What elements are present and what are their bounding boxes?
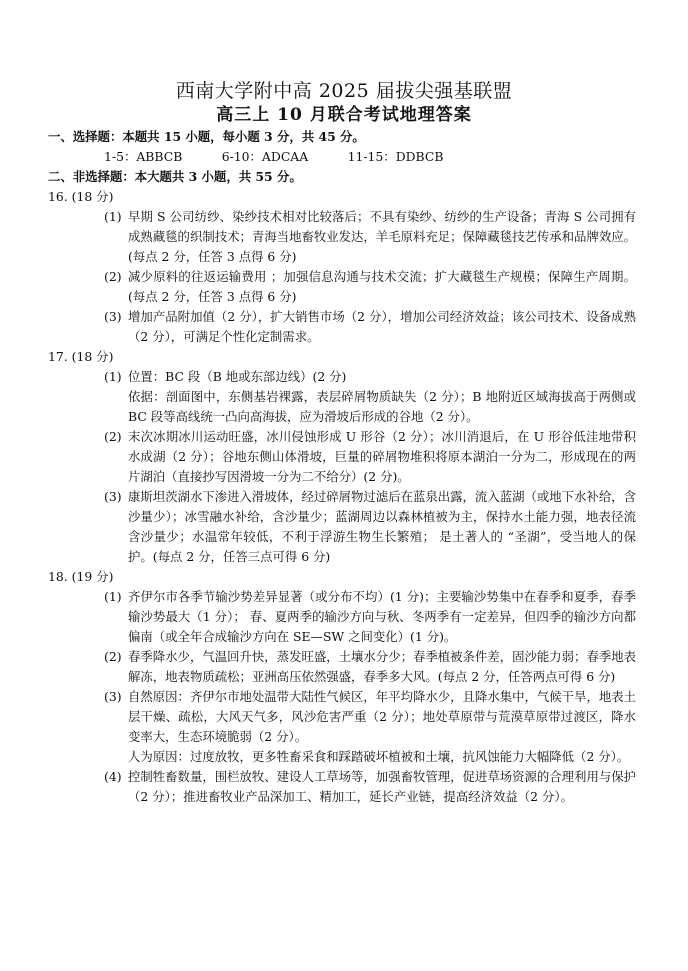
item-text: 早期 S 公司纺纱、染纱技术相对比较落后；不具有染纱、纺纱的生产设备；青海 S 公司拥有成熟藏毯的织制技术；青海当地畜牧业发达，羊毛原料充足；保障藏毯技艺传承和品牌效应。(每点 2 分，任答 3 点得 6 分) bbox=[128, 209, 637, 264]
section-choice-heading: 一、选择题：本题共 15 小题，每小题 3 分，共 45 分。 bbox=[48, 129, 365, 144]
item-text: 控制牲畜数量，围栏放牧、建设人工草场等，加强畜牧管理，促进草场资源的合理利用与保护（2 分）；推进畜牧业产品深加工、精加工，延长产业链，提高经济效益（2 分）。 bbox=[128, 769, 637, 804]
question-17-item-1-basis: 依据：剖面图中，东侧基岩裸露，表层碎屑物质缺失（2 分）；B 地附近区域海拔高于两侧或 BC 段等高线统一凸向高海拔，应为滑坡后形成的谷地（2 分）。 bbox=[128, 389, 636, 424]
question-18-label: 18. (19 分) bbox=[48, 569, 114, 584]
question-17-label: 17. (18 分) bbox=[48, 349, 114, 364]
item-number: (4) bbox=[104, 769, 122, 784]
item-number: (3) bbox=[104, 689, 122, 704]
item-text: 位置：BC 段（B 地或东部边线）(2 分) bbox=[128, 369, 347, 384]
item-text: 康斯坦茨湖水下渗进入滑坡体，经过碎屑物过滤后在蓝泉出露，流入蓝湖（或地下水补给，含沙量少）；冰雪融水补给，含沙量少；蓝湖周边以森林植被为主，保持水土能力强，地表径流含沙量少；水温常年较低，不利于浮游生物生长繁殖； 是土著人的 “圣湖”，受当地人的保护。(每点 2 分，任答三点可得 6 分) bbox=[128, 489, 637, 564]
question-18-item-1 bbox=[104, 587, 636, 647]
item-text: 齐伊尔市各季节输沙势差异显著（或分布不均）(1 分)；主要输沙势集中在春季和夏季，春季输沙势最大（1 分）； 春、夏两季的输沙方向与秋、冬两季有一定差异，但四季的输沙方向都偏南（或全年合成输沙方向在 SE—SW 之间变化）(1 分)。 bbox=[128, 589, 636, 644]
question-16-item-1 bbox=[104, 207, 636, 267]
answer-body bbox=[48, 127, 637, 807]
item-text: 增加产品附加值（2 分），扩大销售市场（2 分），增加公司经济效益；该公司技术、设备成熟（2 分），可满足个性化定制需求。 bbox=[128, 309, 636, 344]
document-title: 西南大学附中高 2025 届拔尖强基联盟 bbox=[175, 80, 513, 102]
item-number: (3) bbox=[104, 489, 122, 504]
item-number: (1) bbox=[104, 589, 122, 604]
item-text: 春季降水少，气温回升快，蒸发旺盛，土壤水分少；春季植被条件差，固沙能力弱；春季地表解冻，地表物质疏松；亚洲高压依然强盛，春季多大风。(每点 2 分，任答两点可得 6 分) bbox=[128, 649, 637, 684]
question-18-item-3-human-causes: 人为原因：过度放牧，更多牲畜采食和踩踏破坏植被和土壤，抗风蚀能力大幅降低（2 分）。 bbox=[128, 749, 630, 764]
item-number: (3) bbox=[104, 309, 122, 324]
item-number: (2) bbox=[104, 269, 122, 284]
item-number: (1) bbox=[104, 369, 122, 384]
item-number: (2) bbox=[104, 429, 122, 444]
item-number: (1) bbox=[104, 209, 122, 224]
question-17-item-1 bbox=[104, 367, 636, 387]
question-18-item-3 bbox=[104, 687, 636, 747]
item-number: (2) bbox=[104, 649, 122, 664]
item-text: 减少原料的往返运输费用 ；加强信息沟通与技术交流；扩大藏毯生产规模；保障生产周期。(每点 2 分，任答 3 点得 6 分) bbox=[128, 269, 636, 304]
choice-answers: 1-5：ABBCB 6-10：ADCAA 11-15：DDBCB bbox=[104, 149, 444, 164]
document-subtitle: 高三上 10 月联合考试地理答案 bbox=[216, 105, 472, 125]
section-nonchoice-heading: 二、非选择题：本大题共 3 小题，共 55 分。 bbox=[48, 169, 302, 184]
question-18-item-2 bbox=[104, 647, 636, 687]
item-text: 自然原因：齐伊尔市地处温带大陆性气候区，年平均降水少，且降水集中，气候干旱，地表土层干燥、疏松，大风天气多，风沙危害严重（2 分）；地处草原带与荒漠草原带过渡区，降水变率大，生态环境脆弱（2 分）。 bbox=[128, 689, 637, 744]
question-17-item-2 bbox=[104, 427, 636, 487]
question-16-item-2 bbox=[104, 267, 636, 307]
question-16-label: 16. (18 分) bbox=[48, 189, 114, 204]
question-18-item-4 bbox=[104, 767, 636, 807]
question-17-item-3 bbox=[104, 487, 636, 567]
question-16-item-3 bbox=[104, 307, 636, 347]
item-text: 末次冰期冰川运动旺盛，冰川侵蚀形成 U 形谷（2 分）；冰川消退后，在 U 形谷低洼地带积水成湖（2 分）；谷地东侧山体滑坡，巨量的碎屑物堆积将原本湖泊一分为二，形成现在的两片湖泊（直接抄写因滑坡一分为二不给分）(2 分)。 bbox=[128, 429, 636, 484]
